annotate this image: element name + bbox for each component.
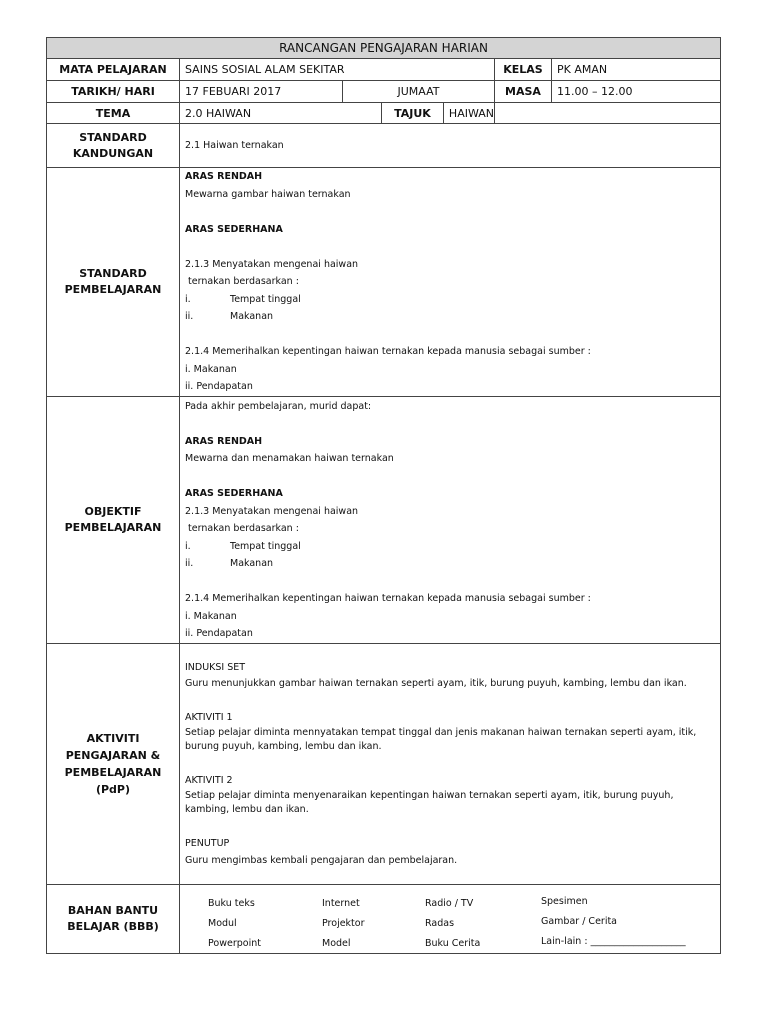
content-standard-row <box>47 124 721 168</box>
obj-intro: Pada akhir pembelajaran, murid dapat: <box>185 400 372 412</box>
objective-label-2: PEMBELAJARAN <box>64 521 162 534</box>
topic-blank <box>495 103 721 124</box>
aid-radas: Radas <box>425 918 455 929</box>
learning-standard-label-2: PEMBELAJARAN <box>64 283 162 296</box>
activity-label <box>47 644 180 885</box>
sp-214-item: ii. Pendapatan <box>185 381 253 393</box>
activity-label-3: PEMBELAJARAN <box>64 766 162 779</box>
obj-aras-rendah-text: Mewarna dan menamakan haiwan ternakan <box>185 453 394 464</box>
lesson-plan-document <box>46 37 720 954</box>
obj-213-line-2: ternakan berdasarkan : <box>185 523 299 534</box>
theme-row <box>47 103 721 124</box>
topic-label <box>382 103 495 124</box>
sp-list-item: ii. Makanan <box>185 311 274 323</box>
aid-internet: Internet <box>322 898 360 909</box>
lesson-plan-table <box>46 37 721 954</box>
sp-aras-rendah-heading: ARAS RENDAH <box>185 171 263 183</box>
activity-row <box>47 644 721 885</box>
objective-content <box>180 397 721 644</box>
teaching-aids-row <box>47 885 721 954</box>
learning-standard-label-1: STANDARD <box>79 267 147 280</box>
aid-buku-cerita: Buku Cerita <box>425 938 481 949</box>
aid-powerpoint: Powerpoint <box>208 938 261 949</box>
objective-row <box>47 397 721 644</box>
subject-label: MATA PELAJARAN <box>47 59 180 81</box>
aid-model: Model <box>322 938 351 949</box>
aktiviti1-text: Setiap pelajar diminta mennyatakan tempat tinggal dan jenis makanan haiwan ternakan seperti ayam, itik, burung puyuh, kambing, lembu dan ikan. <box>185 727 697 752</box>
induksi-heading: INDUKSI SET <box>185 661 246 673</box>
obj-list-item: i. Tempat tinggal <box>185 540 301 552</box>
sp-aras-sederhana-heading: ARAS SEDERHANA <box>185 223 283 235</box>
content-standard-text: 2.1 Haiwan ternakan <box>180 124 721 168</box>
topic-value: HAIWAN <box>448 106 494 120</box>
obj-214-line: 2.1.4 Memerihalkan kepentingan haiwan ternakan kepada manusia sebagai sumber : <box>185 593 591 604</box>
teaching-aids-label-2: BELAJAR (BBB) <box>67 920 159 933</box>
topic-label-text: TAJUK <box>382 103 444 124</box>
sp-214-line: 2.1.4 Memerihalkan kepentingan haiwan ternakan kepada manusia sebagai sumber : <box>185 346 591 358</box>
objective-label-1: OBJEKTIF <box>84 505 142 518</box>
aid-modul: Modul <box>208 918 237 929</box>
content-standard-label <box>47 124 180 168</box>
date-row <box>47 81 721 103</box>
time-label: MASA <box>495 81 552 103</box>
activity-label-2: PENGAJARAN & <box>65 749 161 762</box>
teaching-aids-content <box>180 885 721 954</box>
title-row <box>47 38 721 59</box>
aid-lain-lain: Lain-lain : ____________________ <box>541 936 686 947</box>
sp-214-item: i. Makanan <box>185 363 237 375</box>
aid-projektor: Projektor <box>322 918 365 929</box>
aid-spesimen: Spesimen <box>541 896 588 907</box>
obj-list-item: ii. Makanan <box>185 558 274 569</box>
sp-213-line-2: ternakan berdasarkan : <box>185 276 299 288</box>
teaching-aids-label-1: BAHAN BANTU <box>67 904 159 917</box>
subject-value: SAINS SOSIAL ALAM SEKITAR <box>180 59 495 81</box>
aktiviti2-heading: AKTIVITI 2 <box>185 774 233 786</box>
sp-list-item: i. Tempat tinggal <box>185 293 301 305</box>
activity-content <box>180 644 721 885</box>
learning-standard-row <box>47 168 721 397</box>
aid-buku-teks: Buku teks <box>208 898 255 909</box>
aid-gambar-cerita: Gambar / Cerita <box>541 916 618 927</box>
content-standard-label-2: KANDUNGAN <box>72 146 154 160</box>
theme-value: 2.0 HAIWAN <box>180 103 382 124</box>
induksi-text: Guru menunjukkan gambar haiwan ternakan seperti ayam, itik, burung puyuh, kambing, lembu dan ikan. <box>185 678 687 689</box>
class-value: PK AMAN <box>552 59 721 81</box>
penutup-heading: PENUTUP <box>185 837 230 849</box>
date-label: TARIKH/ HARI <box>47 81 180 103</box>
content-standard-label-1: STANDARD <box>79 130 147 144</box>
aktiviti1-heading: AKTIVITI 1 <box>185 711 233 723</box>
theme-label: TEMA <box>47 103 180 124</box>
document-title: RANCANGAN PENGAJARAN HARIAN <box>47 38 721 59</box>
obj-214-item: i. Makanan <box>185 610 237 622</box>
sp-213-line-1: 2.1.3 Menyatakan mengenai haiwan <box>185 258 359 270</box>
aid-radio-tv: Radio / TV <box>425 898 474 909</box>
class-label: KELAS <box>495 59 552 81</box>
activity-label-4: (PdP) <box>95 783 131 796</box>
obj-aras-rendah-heading: ARAS RENDAH <box>185 435 263 447</box>
time-value: 11.00 – 12.00 <box>552 81 721 103</box>
obj-214-item: ii. Pendapatan <box>185 628 253 639</box>
aktiviti2-text: Setiap pelajar diminta menyenaraikan kepentingan haiwan ternakan seperti ayam, itik, burung puyuh, kambing, lembu dan ikan. <box>185 790 674 815</box>
penutup-text: Guru mengimbas kembali pengajaran dan pembelajaran. <box>185 855 458 866</box>
learning-standard-content <box>180 168 721 397</box>
teaching-aids-label <box>47 885 180 954</box>
obj-aras-sederhana-heading: ARAS SEDERHANA <box>185 488 283 499</box>
learning-standard-label <box>47 168 180 397</box>
objective-label <box>47 397 180 644</box>
activity-label-1: AKTIVITI <box>86 732 140 745</box>
day-value: JUMAAT <box>343 81 495 103</box>
subject-row <box>47 59 721 81</box>
sp-aras-rendah-text: Mewarna gambar haiwan ternakan <box>185 188 351 200</box>
date-value: 17 FEBUARI 2017 <box>180 81 343 103</box>
obj-213-line-1: 2.1.3 Menyatakan mengenai haiwan <box>185 505 359 517</box>
